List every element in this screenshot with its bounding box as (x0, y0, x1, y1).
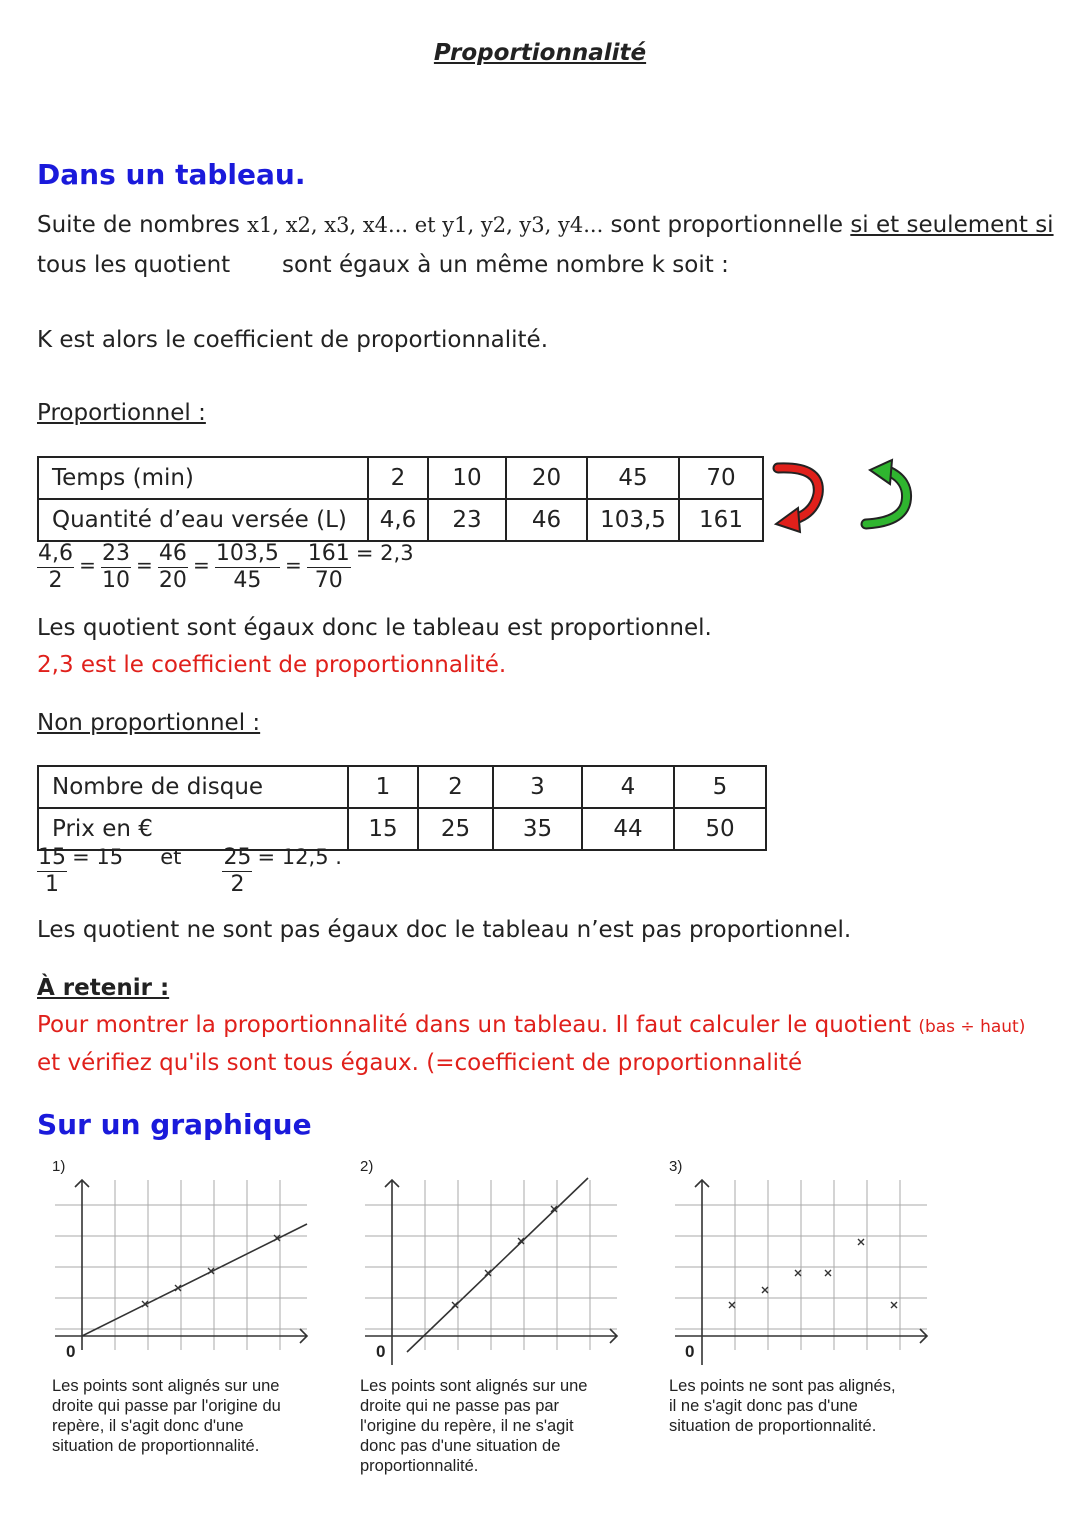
origin-label: 0 (66, 1342, 76, 1361)
fraction: $\frac{46}{20}$ (158, 541, 187, 593)
proportional-table (37, 456, 764, 542)
origin-label: 0 (685, 1342, 695, 1361)
graph-3 (665, 1170, 940, 1375)
table-cell: 4,6 (368, 499, 428, 541)
non-proportional-heading: Non proportionnel : (37, 710, 261, 736)
definition-line-1 (37, 212, 1054, 238)
fraction: $\frac{4,6}{2}$ (38, 541, 73, 593)
table-cell: 4 (582, 766, 674, 808)
page-title: Proportionnalité (433, 40, 647, 66)
table-row (38, 499, 763, 541)
table-cell: 50 (674, 808, 766, 850)
retenir-heading: À retenir : (37, 975, 170, 1001)
table-cell: 44 (582, 808, 674, 850)
table-cell: Quantité d’eau versée (L) (38, 499, 368, 541)
table-cell: 70 (679, 457, 763, 499)
table-cell: 1 (348, 766, 418, 808)
table-cell: Temps (min) (38, 457, 368, 499)
definition-condition: si et seulement si (850, 212, 1054, 238)
table-cell: Prix en € (38, 808, 348, 850)
graph-1 (45, 1170, 320, 1375)
table-cell: 15 (348, 808, 418, 850)
retenir-note: (bas ÷ haut) (918, 1017, 1026, 1037)
table-cell: 10 (428, 457, 506, 499)
quotient-result: = 12,5 . (257, 845, 342, 869)
graph-number: 2) (360, 1158, 374, 1175)
graph-number: 3) (669, 1158, 683, 1175)
table-cell: 35 (493, 808, 582, 850)
table-cell: 3 (493, 766, 582, 808)
definition-line-2b: sont égaux à un même nombre k soit : (282, 252, 729, 278)
retenir-line-1: Pour montrer la proportionnalité dans un tableau. Il faut calculer le quotient (bas ÷ haut) (37, 1012, 1026, 1038)
proportional-quotients: $\frac{4,6}{2}$ = $\frac{23}{10}$ = $\frac{46}{20}$ = $\frac{103,5}{45}$ = $\frac{161}{70}$ = 2,3 (38, 541, 414, 593)
table-cell: 2 (418, 766, 493, 808)
definition-text-a: Suite de nombres (37, 212, 248, 238)
table-cell: 20 (506, 457, 587, 499)
table-cell: 161 (679, 499, 763, 541)
retenir-line-2: et vérifiez qu'ils sont tous égaux. (=coefficient de proportionnalité (37, 1050, 803, 1076)
non-proportional-quotients (37, 845, 342, 898)
definition-sequences: x1, x2, x3, x4... et y1, y2, y3, y4... (247, 213, 604, 237)
et-label: et (160, 845, 182, 869)
graph-2 (355, 1170, 630, 1375)
divide-arrow-icon (858, 458, 918, 536)
fraction: $\frac{15}{1}$ (38, 845, 66, 897)
non-proportional-table (37, 765, 767, 851)
definition-line-2a: tous les quotient (37, 252, 231, 278)
definition-text-b: sont proportionnelle (603, 212, 851, 238)
proportional-coefficient: 2,3 est le coefficient de proportionnalité. (37, 652, 507, 678)
table-cell: 103,5 (587, 499, 679, 541)
table-cell: 5 (674, 766, 766, 808)
table-cell: Nombre de disque (38, 766, 348, 808)
proportional-conclusion: Les quotient sont égaux donc le tableau est proportionnel. (37, 615, 712, 641)
table-cell: 46 (506, 499, 587, 541)
non-proportional-conclusion: Les quotient ne sont pas égaux doc le tableau n’est pas proportionnel. (37, 917, 852, 943)
graph-number: 1) (52, 1158, 66, 1175)
table-cell: 45 (587, 457, 679, 499)
origin-label: 0 (376, 1342, 386, 1361)
quotient-result: = 15 (72, 845, 124, 869)
fraction: $\frac{23}{10}$ (101, 541, 130, 593)
fraction: $\frac{25}{2}$ (223, 845, 252, 897)
table-cell: 23 (428, 499, 506, 541)
section-heading-graphique: Sur un graphique (37, 1108, 312, 1141)
table-row (38, 808, 766, 850)
table-row (38, 457, 763, 499)
graph-caption: Les points ne sont pas alignés, il ne s'agit donc pas d'une situation de proportionnalité. (669, 1377, 896, 1435)
multiply-arrow-icon (770, 456, 830, 538)
section-heading-tableau: Dans un tableau. (37, 158, 306, 191)
fraction: $\frac{161}{70}$ (307, 541, 350, 593)
k-sentence: K est alors le coefficient de proportionnalité. (37, 327, 549, 353)
proportional-heading: Proportionnel : (37, 400, 206, 426)
fraction: $\frac{103,5}{45}$ (215, 541, 279, 593)
table-cell: 25 (418, 808, 493, 850)
table-row (38, 766, 766, 808)
graph-caption: Les points sont alignés sur une droite qui ne passe pas par l'origine du repère, il ne s'agit donc pas d'une situation de proportionnalité. (360, 1377, 588, 1475)
quotient-result: = 2,3 (355, 541, 414, 565)
graph-caption: Les points sont alignés sur une droite qui passe par l'origine du repère, il s'agit donc d'une situation de proportionnalité. (52, 1377, 281, 1455)
table-cell: 2 (368, 457, 428, 499)
